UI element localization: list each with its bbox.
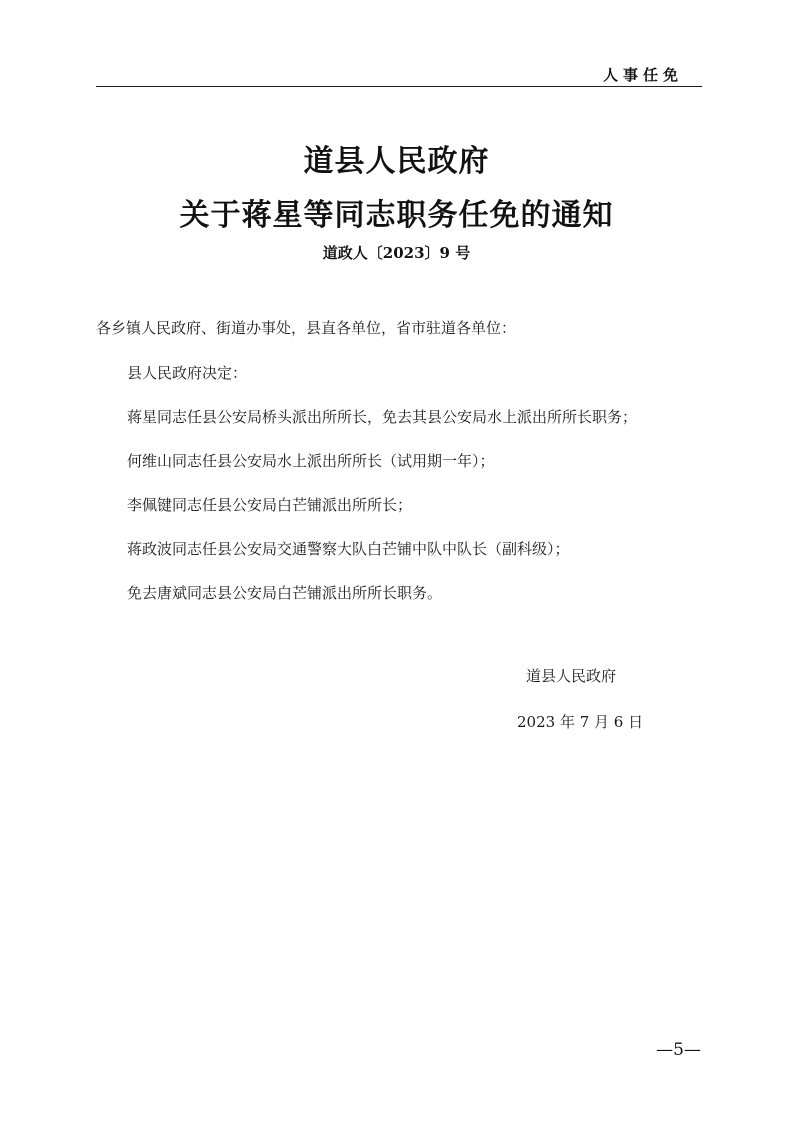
paragraph: 李佩键同志任县公安局白芒铺派出所所长； xyxy=(127,496,413,514)
document-number: 道政人〔2023〕9 号 xyxy=(322,244,471,262)
paragraph: 蒋星同志任县公安局桥头派出所所长，免去其县公安局水上派出所所长职务； xyxy=(127,408,638,426)
paragraph: 蒋政波同志任县公安局交通警察大队白芒铺中队中队长（副科级）； xyxy=(127,540,570,558)
paragraph: 免去唐斌同志县公安局白芒铺派出所所长职务。 xyxy=(127,584,443,602)
paragraph: 何维山同志任县公安局水上派出所所长（试用期一年）； xyxy=(127,452,495,470)
document-title-line1: 道县人民政府 xyxy=(303,144,490,179)
salutation: 各乡镇人民政府、街道办事处，县直各单位，省市驻道各单位： xyxy=(96,319,517,337)
paragraph: 县人民政府决定： xyxy=(127,364,248,382)
signature-date: 2023 年 7 月 6 日 xyxy=(517,713,644,731)
page-number: —5— xyxy=(656,1040,701,1060)
header-divider xyxy=(96,86,702,87)
document-title-line2: 关于蒋星等同志职务任免的通知 xyxy=(179,198,614,233)
signature-organization: 道县人民政府 xyxy=(526,667,617,685)
section-label: 人事任免 xyxy=(602,66,683,84)
